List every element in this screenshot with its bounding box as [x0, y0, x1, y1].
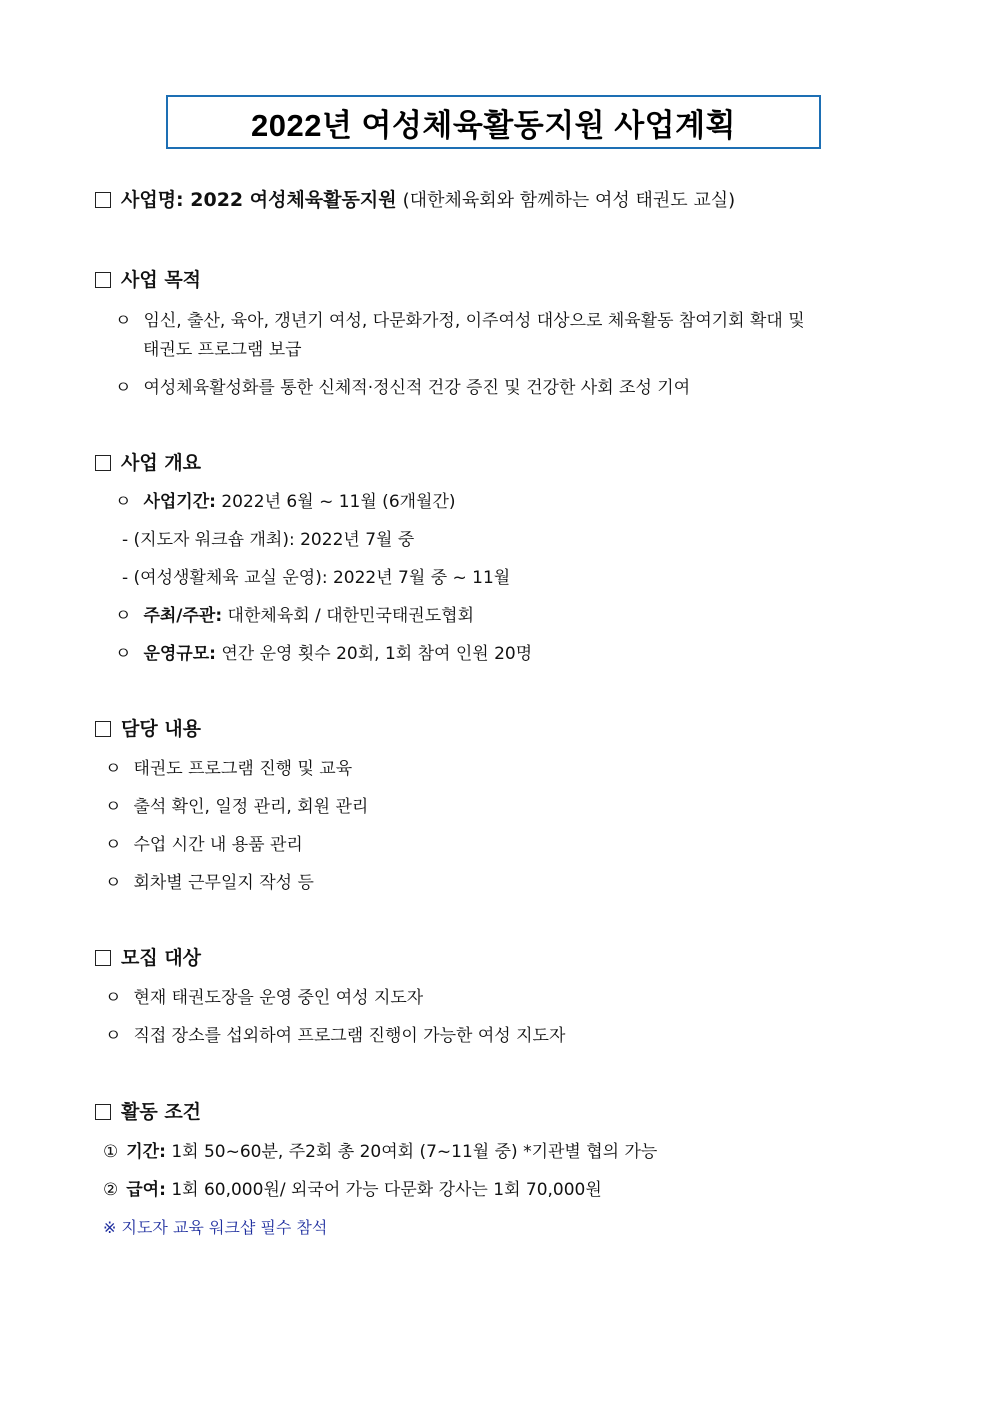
host-label: 주최/주관:: [143, 606, 223, 626]
checkbox-icon: [95, 192, 111, 208]
bullet: ㅇ: [105, 797, 122, 817]
host-value: 대한체육회 / 대한민국태권도협회: [227, 606, 474, 626]
purpose-item-text: 여성체육활성화를 통한 신체적·정신적 건강 증진 및 건강한 사회 조성 기여: [143, 378, 691, 398]
bullet: ㅇ: [115, 378, 132, 398]
circled-number: ①: [103, 1142, 119, 1162]
purpose-item: [115, 309, 805, 333]
overview-period: [115, 490, 456, 514]
section-overview-heading: [95, 450, 201, 476]
recruit-heading: 모집 대상: [121, 947, 202, 969]
section-purpose-heading: [95, 267, 201, 293]
bullet: ㅇ: [115, 644, 132, 664]
period-label: 사업기간:: [143, 492, 216, 512]
scale-value: 연간 운영 횟수 20회, 1회 참여 인원 20명: [221, 644, 533, 664]
bullet: ㅇ: [105, 759, 122, 779]
conditions-note: ※ 지도자 교육 워크샵 필수 참석: [103, 1218, 328, 1237]
bullet: ㅇ: [115, 606, 132, 626]
bullet: ㅇ: [115, 492, 132, 512]
purpose-item-continuation: 태권도 프로그램 보급: [143, 340, 302, 360]
conditions-item-value: 1회 60,000원/ 외국어 가능 다문화 강사는 1회 70,000원: [171, 1180, 602, 1200]
scale-label: 운영규모:: [143, 644, 216, 664]
conditions-item-value: 1회 50~60분, 주2회 총 20여회 (7~11월 중) *기관별 협의 가능: [171, 1142, 658, 1162]
overview-scale: [115, 642, 532, 666]
checkbox-icon: [95, 455, 111, 471]
bullet: ㅇ: [105, 988, 122, 1008]
project-name-label: 사업명: 2022 여성체육활동지원: [121, 189, 397, 211]
period-value: 2022년 6월 ~ 11월 (6개월간): [221, 492, 456, 512]
section-conditions-heading: [95, 1099, 201, 1125]
conditions-item: [103, 1178, 602, 1202]
section-project-name: [95, 187, 735, 214]
duties-item-text: 태권도 프로그램 진행 및 교육: [133, 759, 353, 779]
conditions-item-label: 급여:: [126, 1180, 166, 1200]
checkbox-icon: [95, 950, 111, 966]
section-duties-heading: [95, 716, 201, 742]
bullet: ㅇ: [105, 835, 122, 855]
duties-item: [105, 757, 352, 781]
bullet: ㅇ: [105, 1026, 122, 1046]
duties-item-text: 출석 확인, 일정 관리, 회원 관리: [133, 797, 369, 817]
purpose-item-text: 임신, 출산, 육아, 갱년기 여성, 다문화가정, 이주여성 대상으로 체육활동 참여기회 확대 및: [143, 311, 805, 331]
conditions-item-label: 기간:: [126, 1142, 166, 1162]
purpose-heading: 사업 목적: [121, 269, 202, 291]
duties-item-text: 회차별 근무일지 작성 등: [133, 873, 314, 893]
purpose-item: [115, 376, 690, 400]
recruit-item-text: 현재 태권도장을 운영 중인 여성 지도자: [133, 988, 424, 1008]
recruit-item: [105, 1024, 565, 1048]
duties-item: [105, 795, 368, 819]
duties-item: [105, 871, 314, 895]
checkbox-icon: [95, 272, 111, 288]
conditions-heading: 활동 조건: [121, 1101, 202, 1123]
conditions-item: [103, 1140, 657, 1164]
overview-host: [115, 604, 474, 628]
recruit-item: [105, 986, 423, 1010]
overview-heading: 사업 개요: [121, 452, 202, 474]
overview-sub-item: - (여성생활체육 교실 운영): 2022년 7월 중 ~ 11월: [122, 568, 511, 588]
checkbox-icon: [95, 1104, 111, 1120]
project-name-detail: (대한체육회와 함께하는 여성 태권도 교실): [402, 190, 736, 211]
duties-item-text: 수업 시간 내 용품 관리: [133, 835, 303, 855]
circled-number: ②: [103, 1180, 119, 1200]
checkbox-icon: [95, 721, 111, 737]
page-title: 2022년 여성체육활동지원 사업계획: [251, 107, 736, 143]
duties-heading: 담당 내용: [121, 718, 202, 740]
duties-item: [105, 833, 303, 857]
overview-sub-item: - (지도자 워크숍 개최): 2022년 7월 중: [122, 530, 415, 550]
recruit-item-text: 직접 장소를 섭외하여 프로그램 진행이 가능한 여성 지도자: [133, 1026, 566, 1046]
bullet: ㅇ: [115, 311, 132, 331]
title-box: [166, 95, 821, 149]
section-recruit-heading: [95, 945, 201, 971]
bullet: ㅇ: [105, 873, 122, 893]
